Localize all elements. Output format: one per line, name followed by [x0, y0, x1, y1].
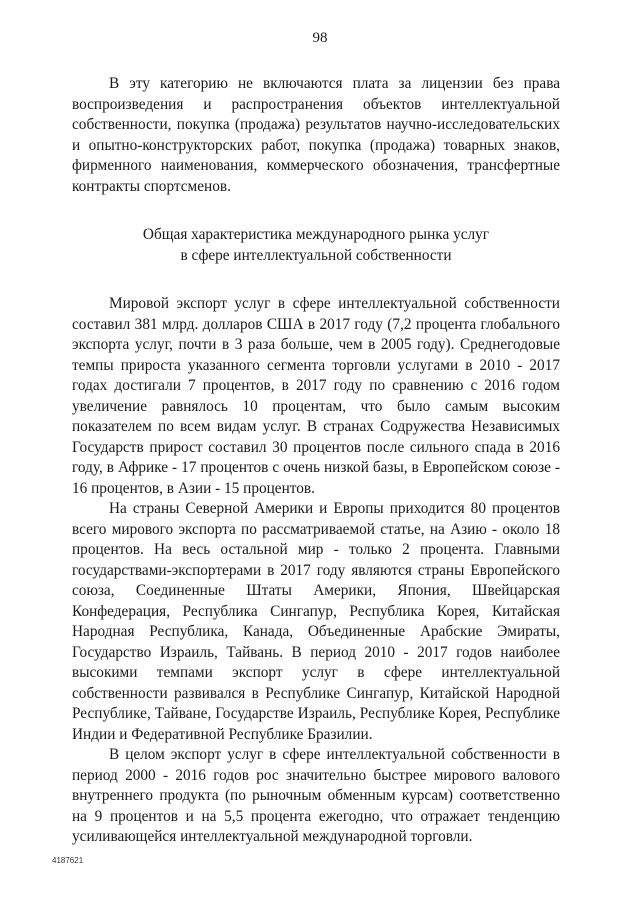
section-heading [72, 225, 560, 266]
document-body [72, 74, 560, 848]
page-number: 98 [312, 30, 328, 46]
body-paragraph-growth: В целом экспорт услуг в сфере интеллектуальной собственности в период 2000 - 2016 годов рос значительно быстрее мирового валового внутреннего продукта (по рыночным обменным курсам) соответственно на 9 процентов и на 5,5 процента ежегодно, что отражает тенденцию усиливающейся интеллектуальной международной торговли. [72, 746, 560, 845]
body-paragraph-regions: На страны Северной Америки и Европы приходится 80 процентов всего мирового экспорта по рассматриваемой статье, на Азию - около 18 процентов. На весь остальной мир - только 2 процента. Главными государствами-экспортерами в 2017 году являются страны Европейского союза, Соединенные Штаты Америки, Япония, Швейцарская Конфедерация, Республика Сингапур, Республика Корея, Китайская Народная Республика, Канада, Объединенные Арабские Эмираты, Государство Израиль, Тайвань. В период 2010 - 2017 годов наиболее высокими темпами экспорт услуг в сфере интеллектуальной собственности развивался в Республике Сингапур, Китайской Народной Республике, Тайване, Государстве Израиль, Республике Корея, Республике Индии и Федеративной Республике Бразилии. [72, 500, 560, 743]
document-code: 4187621 [52, 856, 84, 865]
section-heading-line-2: в сфере интеллектуальной собственности [180, 246, 452, 264]
intro-paragraph: В эту категорию не включаются плата за лицензии без права воспроизведения и распространения объектов интеллектуальной собственности, покупка (продажа) результатов научно-исследовательских и опытно-конструкторских работ, покупка (продажа) товарных знаков, фирменного наименования, коммерческого обозначения, трансфертные контракты спортсменов. [72, 75, 560, 195]
section-heading-line-1: Общая характеристика международного рынка услуг [142, 226, 490, 243]
body-paragraph-export: Мировой экспорт услуг в сфере интеллектуальной собственности составил 381 млрд. долларов США в 2017 году (7,2 процента глобального экспорта услуг, почти в 3 раза больше, чем в 2005 году). Среднегодовые темпы прироста указанного сегмента торговли услугами в 2010 - 2017 годах достигали 7 процентов, в 2017 году по сравнению с 2016 годом увеличение равнялось 10 процентам, что было самым высоким показателем по всем видам услуг. В странах Содружества Независимых Государств прирост составил 30 процентов после сильного спада в 2016 году, в Африке - 17 процентов с очень низкой базы, в Европейском союзе - 16 процентов, в Азии - 15 процентов. [72, 295, 560, 497]
